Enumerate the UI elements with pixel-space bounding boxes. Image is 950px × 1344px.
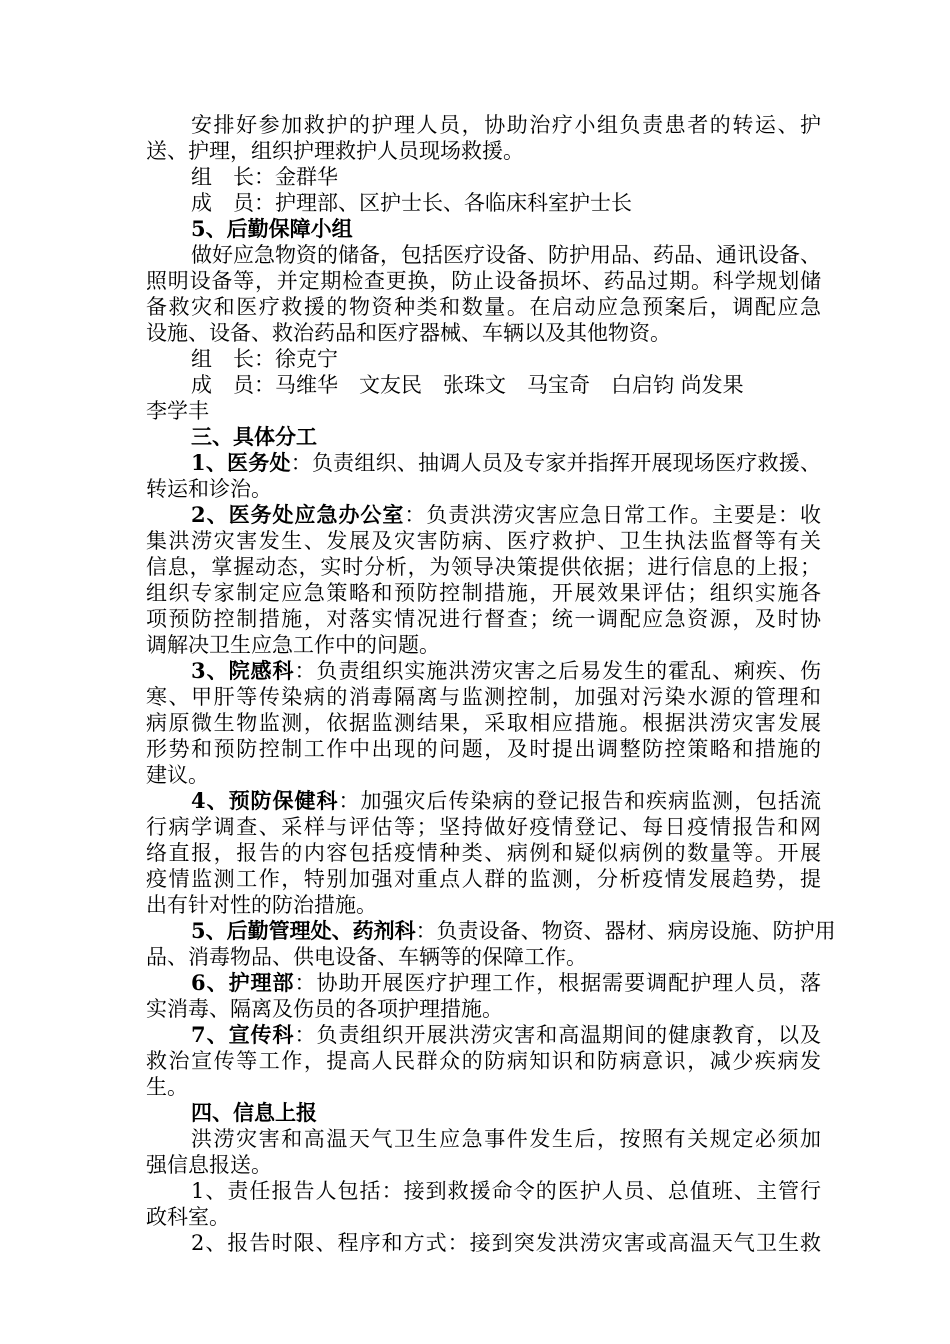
body-text: ：负责组织开展洪涝灾害和高温期间的健康教育，以及: [294, 1023, 821, 1047]
body-text: 备救灾和医疗救援的物资种类和数量。在启动应急预案后，调配应急: [146, 295, 821, 319]
text-line: [146, 1100, 821, 1126]
text-line: [146, 814, 821, 840]
text-line: [146, 736, 821, 762]
bold-heading-text: 7、宣传科: [191, 1022, 295, 1047]
body-text: 生。: [146, 1075, 188, 1099]
text-line: [146, 710, 821, 736]
body-text: 李学丰: [146, 399, 209, 423]
text-line: [146, 138, 821, 164]
text-line: [146, 112, 821, 138]
text-line: [146, 1230, 821, 1256]
body-text: 强信息报送。: [146, 1153, 272, 1177]
body-text: 1、责任报告人包括：接到救援命令的医护人员、总值班、主管行: [191, 1179, 821, 1203]
body-text: 病原微生物监测，依据监测结果，采取相应措施。根据洪涝灾害发展: [146, 711, 821, 735]
body-text: ：负责设备、物资、器材、病房设施、防护用: [415, 919, 836, 943]
text-line: [146, 346, 821, 372]
body-text: 集洪涝灾害发生、发展及灾害防病、医疗救护、卫生执法监督等有关: [146, 529, 821, 553]
body-text: 政科室。: [146, 1205, 230, 1229]
text-line: [146, 528, 821, 554]
text-line: [146, 164, 821, 190]
body-text: 组织专家制定应急策略和预防控制措施，开展效果评估；组织实施各: [146, 581, 821, 605]
text-line: [146, 918, 836, 944]
text-line: [146, 190, 821, 216]
bold-heading-text: 4、预防保健科: [191, 788, 339, 813]
body-text: ：负责洪涝灾害应急日常工作。主要是：收: [404, 503, 821, 527]
body-text: 品、消毒物品、供电设备、车辆等的保障工作。: [146, 945, 587, 969]
text-line: [146, 476, 821, 502]
text-line: [146, 840, 821, 866]
text-line: [146, 788, 821, 814]
text-line: [146, 996, 821, 1022]
body-text: 安排好参加救护的护理人员，协助治疗小组负责患者的转运、护: [191, 113, 821, 137]
text-line: [146, 554, 821, 580]
body-text: 调解决卫生应急工作中的问题。: [146, 633, 440, 657]
body-text: 洪涝灾害和高温天气卫生应急事件发生后，按照有关规定必须加: [191, 1127, 821, 1151]
body-text: ：负责组织实施洪涝灾害之后易发生的霍乱、痢疾、伤: [294, 659, 821, 683]
text-line: [146, 424, 821, 450]
text-line: [146, 502, 821, 528]
bold-heading-text: 三、具体分工: [191, 424, 317, 449]
text-line: [146, 320, 821, 346]
text-line: [146, 892, 821, 918]
text-line: [146, 1152, 821, 1178]
text-line: [146, 398, 821, 424]
text-line: [146, 294, 821, 320]
body-text: ：协助开展医疗护理工作，根据需要调配护理人员，落: [294, 971, 821, 995]
text-line: [146, 944, 821, 970]
body-text: 寒、甲肝等传染病的消毒隔离与监测控制，加强对污染水源的管理和: [146, 685, 821, 709]
body-text: 照明设备等，并定期检查更换，防止设备损坏、药品过期。科学规划储: [146, 269, 821, 293]
body-text: 成 员：护理部、区护士长、各临床科室护士长: [191, 191, 632, 215]
body-text: 2、报告时限、程序和方式：接到突发洪涝灾害或高温天气卫生救: [191, 1231, 821, 1255]
body-text: 疫情监测工作，特别加强对重点人群的监测，分析疫情发展趋势，提: [146, 867, 821, 891]
body-text: 送、护理，组织护理救护人员现场救援。: [146, 139, 524, 163]
bold-heading-text: 1、医务处: [191, 450, 291, 475]
body-text: 信息，掌握动态，实时分析，为领导决策提供依据；进行信息的上报；: [146, 555, 821, 579]
body-text: 出有针对性的防治措施。: [146, 893, 377, 917]
text-line: [146, 1178, 821, 1204]
text-line: [146, 1074, 821, 1100]
bold-heading-text: 5、后勤保障小组: [191, 216, 353, 241]
text-line: [146, 866, 821, 892]
text-line: [146, 372, 821, 398]
bold-heading-text: 5、后勤管理处、药剂科: [191, 918, 416, 943]
text-line: [146, 1048, 821, 1074]
body-text: 建议。: [146, 763, 209, 787]
text-line: [146, 632, 821, 658]
body-text: 络直报，报告的内容包括疫情种类、病例和疑似病例的数量等。开展: [146, 841, 821, 865]
body-text: 组 长：金群华: [191, 165, 338, 189]
body-text: 项预防控制措施，对落实情况进行督查；统一调配应急资源，及时协: [146, 607, 821, 631]
text-line: [146, 1204, 821, 1230]
text-line: [146, 684, 821, 710]
body-text: ：加强灾后传染病的登记报告和疾病监测，包括流: [338, 789, 821, 813]
body-text: 实消毒、隔离及伤员的各项护理措施。: [146, 997, 503, 1021]
body-text: ：负责组织、抽调人员及专家并指挥开展现场医疗救援、: [290, 451, 821, 475]
document-page: [146, 112, 836, 1256]
bold-heading-text: 6、护理部: [191, 970, 295, 995]
text-line: [146, 242, 821, 268]
body-text: 设施、设备、救治药品和医疗器械、车辆以及其他物资。: [146, 321, 671, 345]
text-line: [146, 1126, 821, 1152]
body-text: 行病学调查、采样与评估等；坚持做好疫情登记、每日疫情报告和网: [146, 815, 821, 839]
text-line: [146, 762, 821, 788]
text-line: [146, 216, 821, 242]
body-text: 做好应急物资的储备，包括医疗设备、防护用品、药品、通讯设备、: [191, 243, 821, 267]
body-text: 形势和预防控制工作中出现的问题，及时提出调整防控策略和措施的: [146, 737, 821, 761]
bold-heading-text: 3、院感科: [191, 658, 295, 683]
bold-heading-text: 四、信息上报: [191, 1100, 317, 1125]
body-text: 成 员：马维华 文友民 张珠文 马宝奇 白启钧 尚发果: [191, 373, 744, 397]
text-line: [146, 580, 821, 606]
body-text: 救治宣传等工作，提高人民群众的防病知识和防病意识，减少疾病发: [146, 1049, 821, 1073]
text-line: [146, 268, 821, 294]
body-text: 组 长：徐克宁: [191, 347, 338, 371]
text-line: [146, 606, 821, 632]
text-line: [146, 970, 821, 996]
text-line: [146, 658, 821, 684]
body-text: 转运和诊治。: [146, 477, 272, 501]
text-line: [146, 1022, 821, 1048]
bold-heading-text: 2、医务处应急办公室: [191, 502, 405, 527]
text-line: [146, 450, 821, 476]
